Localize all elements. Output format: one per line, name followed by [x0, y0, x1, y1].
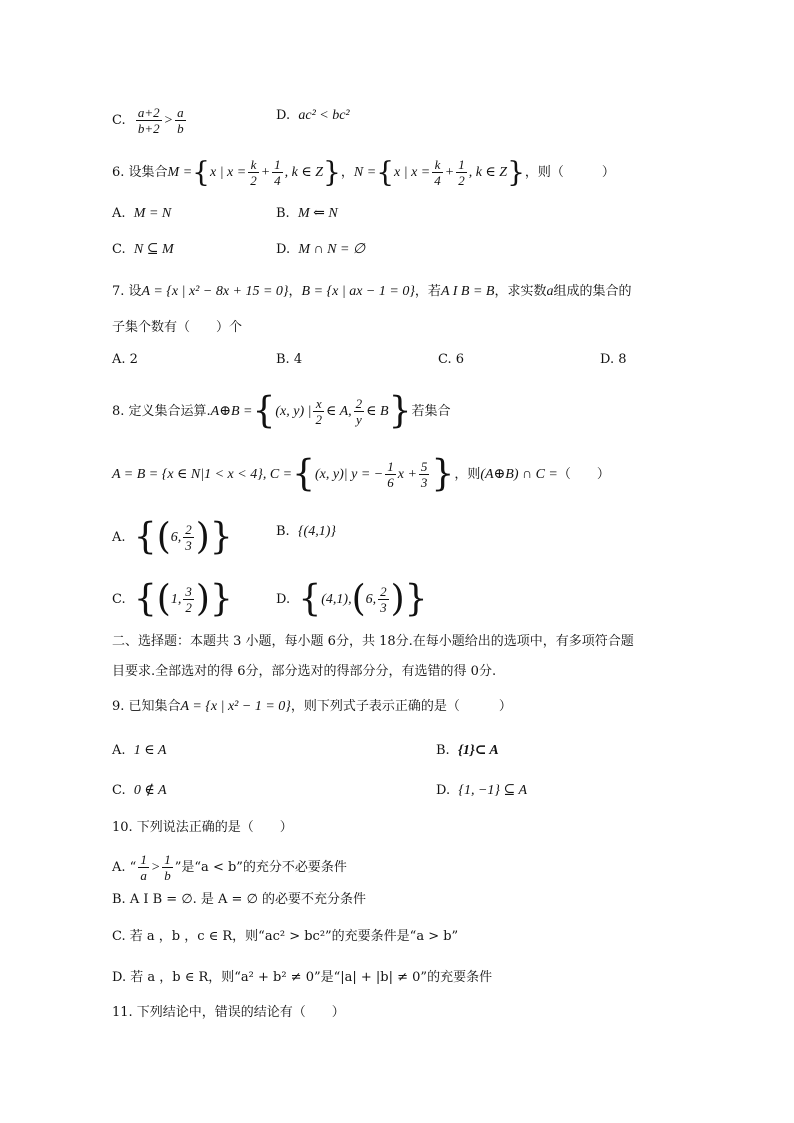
q9-option-d: D. {1, −1} ⊆ A: [436, 783, 528, 798]
q9-option-a: A. 1 ∈ A: [112, 743, 167, 758]
q6-option-a: A. M = N: [112, 206, 172, 221]
q6-stem: 6. 设集合M ={x | x = $\frac{k}{2}$ + $\frac{1}{4}$ , k ∈ Z}，N ={x | x = $\frac{k}{4}$ + $\frac{1}{2}$ , k ∈ Z}，则（ ）: [112, 155, 615, 189]
q8-option-b: B. {(4,1)}: [276, 524, 336, 539]
q7-stem: 7. 设A = {x | x² − 8x + 15 = 0}，B = {x | ax − 1 = 0}，若A I B = B，求实数a组成的集合的: [112, 284, 632, 299]
q7-option-b: B. 4: [276, 352, 303, 367]
q10-stem: 10. 下列说法正确的是（ ）: [112, 820, 293, 835]
q7-stem-line2: 子集个数有（ ）个: [112, 320, 243, 335]
q10-option-d: D. 若 a ，b ∈ R，则“a² + b² ≠ 0”是“|a| + |b| ≠ 0”的充要条件: [112, 970, 493, 985]
q8-option-d: D. {(4,1),(6, $\frac{2}{3}$ )}: [276, 578, 428, 620]
q6-option-b: B. M ⇐ N: [276, 206, 338, 221]
q8-option-a: A. {(6, $\frac{2}{3}$ )}: [112, 516, 233, 558]
q5-option-c: C. $\frac{a+2}{b+2}$ > $\frac{a}{b}$: [112, 105, 184, 136]
section2-instructions-line2: 目要求.全部选对的得 6分，部分选对的得部分分，有选错的得 0分.: [112, 664, 497, 679]
q9-stem: 9. 已知集合A = {x | x² − 1 = 0}，则下列式子表示正确的是（ ）: [112, 699, 512, 714]
section2-instructions-line1: 二、选择题：本题共 3 小题，每小题 6分，共 18分.在每小题给出的选项中，有多项符合题: [112, 634, 634, 649]
q7-option-d: D. 8: [600, 352, 627, 367]
q5-option-d: D. ac² < bc²: [276, 108, 350, 123]
q10-option-b: B. A I B = ∅. 是 A = ∅ 的必要不充分条件: [112, 892, 367, 907]
q7-option-c: C. 6: [438, 352, 465, 367]
q6-option-c: C. N ⊆ M: [112, 242, 174, 257]
q9-option-c: C. 0 ∉ A: [112, 783, 167, 798]
q8-stem: 8. 定义集合运算.A⊕B ={(x, y) | $\frac{x}{2}$ ∈ A, $\frac{2}{y}$ ∈ B}若集合: [112, 390, 451, 432]
q8-stem-line2: A = B = {x ∈ N|1 < x < 4}, C ={(x, y)| y = − $\frac{1}{6}$ x + $\frac{5}{3}$ }，则(A⊕B) ∩ C =（ ）: [112, 453, 610, 495]
q11-stem: 11. 下列结论中，错误的结论有（ ）: [112, 1005, 345, 1020]
q7-option-a: A. 2: [112, 352, 138, 367]
q8-option-c: C. {(1, $\frac{3}{2}$ )}: [112, 578, 233, 620]
q9-option-b: B. {1}⊂ A: [436, 743, 499, 758]
q6-option-d: D. M ∩ N = ∅: [276, 242, 366, 257]
q5-fraction-right: $\frac{a}{b}$: [177, 105, 184, 136]
q5-fraction-left: $\frac{a+2}{b+2}$: [137, 105, 160, 136]
q10-option-a: A. “ $\frac{1}{a}$ > $\frac{1}{b}$ ”是“a < b”的充分不必要条件: [112, 852, 347, 883]
q10-option-c: C. 若 a ，b ，c ∈ R，则“ac² > bc²”的充要条件是“a > b”: [112, 929, 459, 944]
